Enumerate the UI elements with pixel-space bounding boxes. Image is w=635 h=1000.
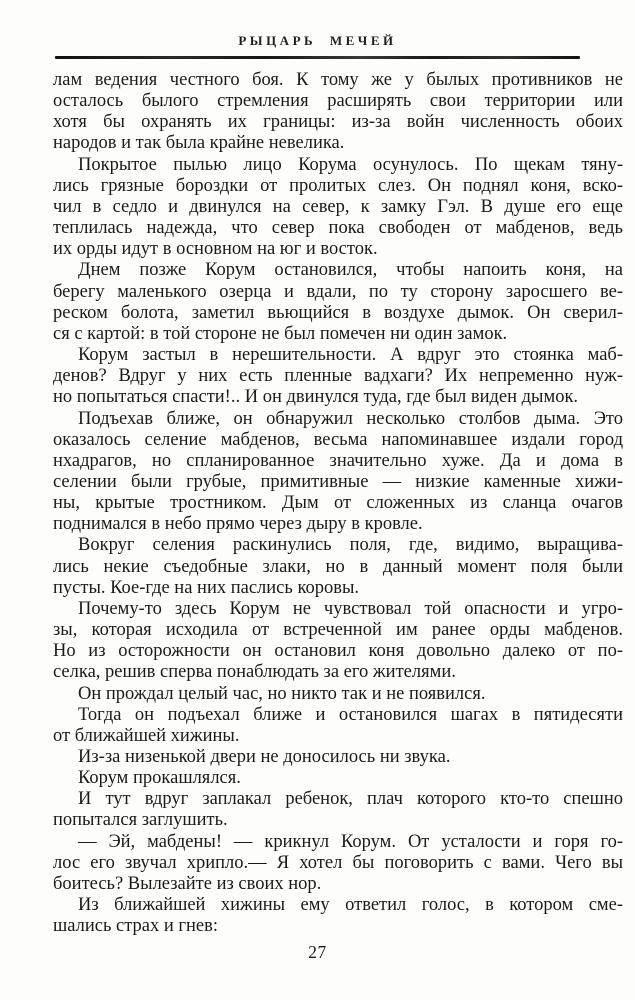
text-line: теплилась надежда, что север пока свободен от мабденов, ведь [53,218,623,239]
text-line: Корум прокашлялся. [78,768,241,789]
text-line: И тут вдруг заплакал ребенок, плач которого кто-то спешно [78,789,623,810]
text-line: боитесь? Вылезайте из своих нор. [53,873,322,894]
paragraph [53,895,623,937]
paragraph [53,70,623,155]
text-line: хотя бы охранять их границы: из-за войн численность обоих [53,112,623,133]
paragraph [53,409,623,536]
text-line: — Эй, мабдены! — крикнул Корум. От усталости и горя го- [78,831,623,852]
text-line: народов и так была крайне невелика. [53,133,345,154]
text-line: осталось былого стремления расширять свои территории или [53,91,623,112]
text-line: Покрытое пылью лицо Корума осунулось. По щекам тяну- [78,154,623,175]
text-line: но попытаться спасти!.. И он двинулся туда, где был виден дымок. [53,387,579,408]
paragraph [53,789,623,831]
page-number: 27 [308,942,327,962]
text-line: от ближайшей хижины. [53,725,240,746]
text-line: берегу маленького озерца и вдали, по ту сторону заросшего ве- [53,281,623,302]
paragraph [53,768,623,789]
text-line: пусты. Кое-где на них паслись коровы. [53,577,360,598]
text-line: шались страх и гнев: [53,916,218,937]
text-line: денов? Вдруг у них есть пленные вадхаги? Их непременно нуж- [53,366,623,387]
header-rule [55,56,580,59]
text-line: оказалось селение мабденов, весьма напоминавшее издали город [53,429,623,450]
text-line: нхадрагов, но спланированное значительно хуже. Да и дома в [53,450,623,471]
text-line: реском болота, заметил вьющийся в воздухе дымок. Он сверил- [53,302,623,323]
text-line: Корум застыл в нерешительности. А вдруг это стоянка маб- [78,345,623,366]
text-line: лись некие съедобные злаки, но в данный момент поля были [53,556,623,577]
text-line: лись грязные бороздки от пролитых слез. Он поднял коня, вско- [53,175,623,196]
text-line: Тогда он подъехал ближе и остановился шагах в пятидесяти [78,704,623,725]
text-line: попытался заглушить. [53,810,228,831]
paragraph [53,747,623,768]
text-line: Вокруг селения раскинулись поля, где, видимо, выращива- [78,535,623,556]
text-line: Подъехав ближе, он обнаружил несколько столбов дыма. Это [78,408,623,429]
text-line: чил в седло и двинулся на север, к замку Гэл. В душе его еще [53,196,623,217]
paragraph [53,155,623,261]
paragraph [53,260,623,345]
paragraph [53,684,623,705]
paragraph [53,535,623,598]
text-line: ся с картой: в той стороне не был помечен ни один замок. [53,323,508,344]
text-line: их орды идут в основном на юг и восток. [53,239,378,260]
text-line: Почему-то здесь Корум не чувствовал той опасности и угро- [78,598,623,619]
text-line: зы, которая исходила от встреченной им ранее орды мабденов. [53,620,623,641]
text-line: селка, решив сперва понаблюдать за его жителями. [53,662,456,683]
text-line: ны, крытые тростником. Дым от сложенных из сланца очагов [53,493,623,514]
paragraph [53,705,623,747]
text-line: Он прождал целый час, но никто так и не появился. [78,683,486,704]
running-header-title: РЫЦАРЬ МЕЧЕЙ [238,33,397,48]
text-line: Из ближайшей хижины ему ответил голос, в котором сме- [78,895,623,916]
paragraph [53,345,623,408]
text-line: Днем позже Корум остановился, чтобы напоить коня, на [78,260,623,281]
text-line: селении были грубые, примитивные — низкие каменные хижи- [53,471,623,492]
paragraph [53,832,623,895]
text-line: поднимался в небо прямо через дыру в кровле. [53,514,423,535]
text-line: Из-за низенькой двери не доносилось ни звука. [78,747,451,767]
text-line: лос его звучал хрипло.— Я хотел бы поговорить с вами. Чего вы [53,852,623,873]
text-line: Но из осторожности он остановил коня довольно далеко от по- [53,641,623,662]
text-line: лам ведения честного боя. К тому же у былых противников не [53,70,623,90]
paragraph [53,599,623,684]
page-body [53,70,623,937]
